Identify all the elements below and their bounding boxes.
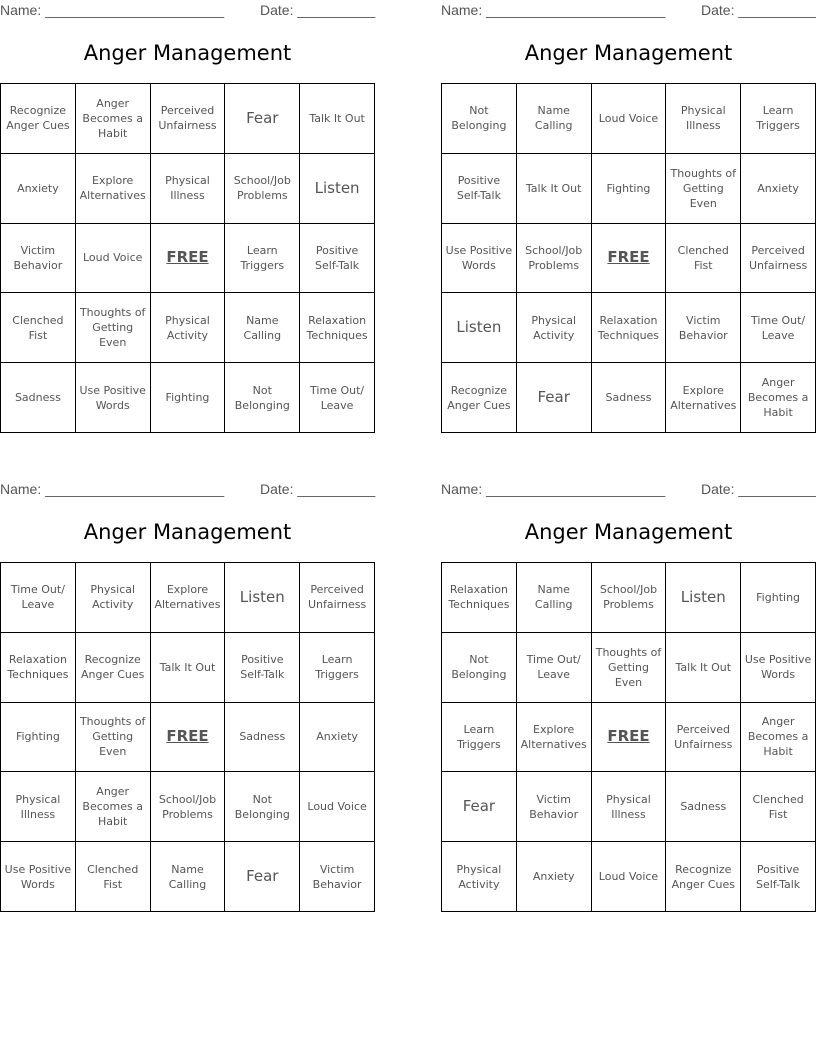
bingo-cell[interactable]: Name Calling: [517, 563, 592, 633]
bingo-cell[interactable]: Thoughts of Getting Even: [76, 703, 151, 773]
bingo-grid: [441, 562, 816, 912]
bingo-cell[interactable]: Positive Self-Talk: [225, 633, 300, 703]
bingo-cell[interactable]: Anger Becomes a Habit: [741, 363, 816, 433]
bingo-cell[interactable]: Victim Behavior: [1, 224, 76, 294]
bingo-cell[interactable]: Listen: [225, 563, 300, 633]
bingo-cell[interactable]: Explore Alternatives: [151, 563, 226, 633]
bingo-cell[interactable]: Thoughts of Getting Even: [76, 293, 151, 363]
bingo-cell[interactable]: Anxiety: [300, 703, 375, 773]
bingo-cell[interactable]: Clenched Fist: [666, 224, 741, 294]
name-field[interactable]: Name: _______________________: [441, 481, 666, 497]
bingo-cell[interactable]: Not Belonging: [225, 772, 300, 842]
date-field[interactable]: Date: __________: [701, 2, 816, 18]
bingo-cell[interactable]: Name Calling: [517, 84, 592, 154]
bingo-card: [441, 479, 816, 913]
bingo-cell[interactable]: Anger Becomes a Habit: [76, 84, 151, 154]
bingo-cell[interactable]: Listen: [442, 293, 517, 363]
bingo-cell[interactable]: Fear: [225, 842, 300, 912]
bingo-cell[interactable]: Listen: [666, 563, 741, 633]
bingo-cell[interactable]: Thoughts of Getting Even: [592, 633, 667, 703]
card-title: Anger Management: [524, 520, 733, 544]
bingo-card: [0, 479, 375, 913]
bingo-cell[interactable]: Clenched Fist: [76, 842, 151, 912]
bingo-card: [441, 0, 816, 434]
bingo-cell[interactable]: Not Belonging: [442, 633, 517, 703]
bingo-cell[interactable]: Physical Activity: [517, 293, 592, 363]
bingo-cell[interactable]: Physical Illness: [592, 772, 667, 842]
card-title: Anger Management: [83, 41, 292, 65]
bingo-cell[interactable]: School/Job Problems: [225, 154, 300, 224]
bingo-cell[interactable]: Physical Activity: [76, 563, 151, 633]
bingo-cell[interactable]: Sadness: [1, 363, 76, 433]
bingo-cell[interactable]: Victim Behavior: [666, 293, 741, 363]
bingo-cell[interactable]: Time Out/ Leave: [1, 563, 76, 633]
date-field[interactable]: Date: __________: [260, 2, 376, 18]
bingo-cell[interactable]: Recognize Anger Cues: [442, 363, 517, 433]
bingo-cell[interactable]: School/Job Problems: [592, 563, 667, 633]
bingo-cell[interactable]: Positive Self-Talk: [741, 842, 816, 912]
bingo-cell[interactable]: Relaxation Techniques: [592, 293, 667, 363]
bingo-cell[interactable]: Time Out/ Leave: [741, 293, 816, 363]
free-space[interactable]: FREE: [151, 703, 226, 773]
bingo-cell[interactable]: Loud Voice: [76, 224, 151, 294]
bingo-cell[interactable]: Clenched Fist: [1, 293, 76, 363]
bingo-cell[interactable]: Use Positive Words: [1, 842, 76, 912]
bingo-cell[interactable]: Perceived Unfairness: [666, 703, 741, 773]
bingo-cell[interactable]: Learn Triggers: [300, 633, 375, 703]
bingo-cell[interactable]: Sadness: [592, 363, 667, 433]
bingo-card: [0, 0, 375, 434]
bingo-cell[interactable]: Talk It Out: [300, 84, 375, 154]
bingo-cell[interactable]: Explore Alternatives: [76, 154, 151, 224]
bingo-cell[interactable]: Use Positive Words: [76, 363, 151, 433]
bingo-cell[interactable]: Loud Voice: [592, 842, 667, 912]
date-field[interactable]: Date: __________: [260, 481, 376, 497]
free-space[interactable]: FREE: [592, 703, 667, 773]
card-title: Anger Management: [524, 41, 733, 65]
bingo-cell[interactable]: Perceived Unfairness: [151, 84, 226, 154]
bingo-cell[interactable]: Anxiety: [517, 842, 592, 912]
bingo-cell[interactable]: Recognize Anger Cues: [76, 633, 151, 703]
bingo-cell[interactable]: Not Belonging: [225, 363, 300, 433]
name-field[interactable]: Name: _______________________: [441, 2, 666, 18]
free-space[interactable]: FREE: [151, 224, 226, 294]
bingo-cell[interactable]: Anger Becomes a Habit: [76, 772, 151, 842]
bingo-cell[interactable]: Learn Triggers: [442, 703, 517, 773]
bingo-cell[interactable]: Name Calling: [151, 842, 226, 912]
bingo-cell[interactable]: Physical Activity: [442, 842, 517, 912]
bingo-cell[interactable]: Recognize Anger Cues: [1, 84, 76, 154]
bingo-cell[interactable]: Fear: [517, 363, 592, 433]
bingo-cell[interactable]: Recognize Anger Cues: [666, 842, 741, 912]
bingo-cell[interactable]: Loud Voice: [300, 772, 375, 842]
bingo-cell[interactable]: Explore Alternatives: [666, 363, 741, 433]
bingo-cell[interactable]: Explore Alternatives: [517, 703, 592, 773]
bingo-cell[interactable]: Use Positive Words: [442, 224, 517, 294]
name-field[interactable]: Name: _______________________: [0, 481, 225, 497]
bingo-cell[interactable]: Fear: [442, 772, 517, 842]
bingo-cell[interactable]: Talk It Out: [666, 633, 741, 703]
bingo-cell[interactable]: Use Positive Words: [741, 633, 816, 703]
date-field[interactable]: Date: __________: [701, 481, 816, 497]
bingo-cell[interactable]: Physical Illness: [666, 84, 741, 154]
bingo-cell[interactable]: Listen: [300, 154, 375, 224]
bingo-grid: [441, 83, 816, 433]
bingo-cell[interactable]: Talk It Out: [517, 154, 592, 224]
bingo-cell[interactable]: Clenched Fist: [741, 772, 816, 842]
bingo-cell[interactable]: Fighting: [741, 563, 816, 633]
bingo-cell[interactable]: Fear: [225, 84, 300, 154]
bingo-cell[interactable]: Learn Triggers: [741, 84, 816, 154]
bingo-cell[interactable]: Physical Activity: [151, 293, 226, 363]
bingo-grid: [0, 562, 375, 912]
bingo-cell[interactable]: Physical Illness: [1, 772, 76, 842]
card-header: [0, 479, 375, 499]
bingo-cell[interactable]: Time Out/ Leave: [300, 363, 375, 433]
bingo-cell[interactable]: Talk It Out: [151, 633, 226, 703]
bingo-cell[interactable]: School/Job Problems: [517, 224, 592, 294]
bingo-cell[interactable]: Fighting: [151, 363, 226, 433]
bingo-cell[interactable]: Physical Illness: [151, 154, 226, 224]
bingo-cell[interactable]: School/Job Problems: [151, 772, 226, 842]
bingo-cell[interactable]: Positive Self-Talk: [300, 224, 375, 294]
bingo-cell[interactable]: Name Calling: [225, 293, 300, 363]
bingo-cell[interactable]: Time Out/ Leave: [517, 633, 592, 703]
name-field[interactable]: Name: _______________________: [0, 2, 225, 18]
bingo-cell[interactable]: Fighting: [592, 154, 667, 224]
bingo-cell[interactable]: Loud Voice: [592, 84, 667, 154]
bingo-cell[interactable]: Sadness: [225, 703, 300, 773]
free-space[interactable]: FREE: [592, 224, 667, 294]
bingo-cell[interactable]: Anxiety: [1, 154, 76, 224]
bingo-cell[interactable]: Relaxation Techniques: [1, 633, 76, 703]
bingo-cell[interactable]: Sadness: [666, 772, 741, 842]
card-title: Anger Management: [83, 520, 292, 544]
bingo-cell[interactable]: Perceived Unfairness: [741, 224, 816, 294]
bingo-grid: [0, 83, 375, 433]
card-header: [441, 0, 816, 20]
bingo-cell[interactable]: Victim Behavior: [517, 772, 592, 842]
bingo-cell[interactable]: Relaxation Techniques: [442, 563, 517, 633]
bingo-cell[interactable]: Victim Behavior: [300, 842, 375, 912]
bingo-cell[interactable]: Learn Triggers: [225, 224, 300, 294]
bingo-cell[interactable]: Relaxation Techniques: [300, 293, 375, 363]
card-header: [0, 0, 375, 20]
card-header: [441, 479, 816, 499]
bingo-cell[interactable]: Anxiety: [741, 154, 816, 224]
bingo-cell[interactable]: Fighting: [1, 703, 76, 773]
bingo-cell[interactable]: Positive Self-Talk: [442, 154, 517, 224]
bingo-cell[interactable]: Thoughts of Getting Even: [666, 154, 741, 224]
bingo-cell[interactable]: Perceived Unfairness: [300, 563, 375, 633]
bingo-cell[interactable]: Not Belonging: [442, 84, 517, 154]
bingo-cell[interactable]: Anger Becomes a Habit: [741, 703, 816, 773]
